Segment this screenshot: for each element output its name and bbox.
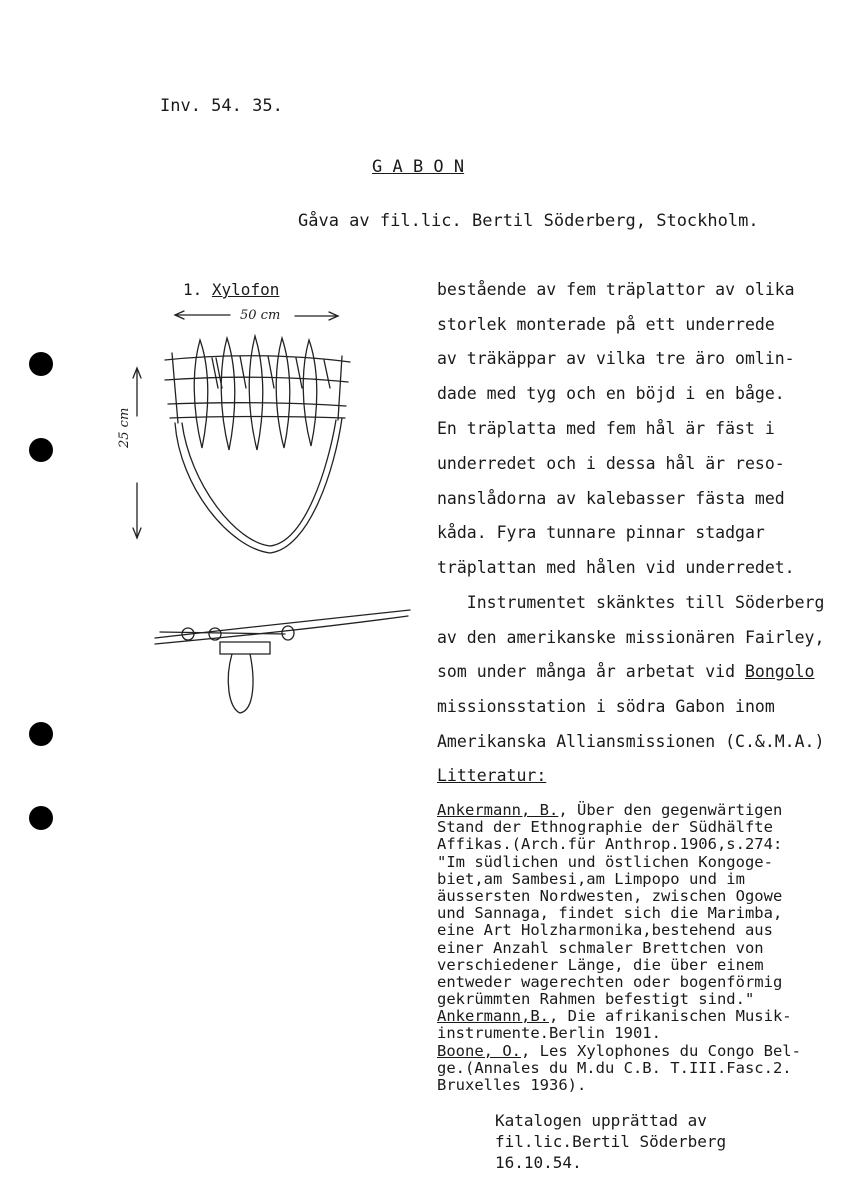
literature-text: , Über den gegenwärtigen Stand der Ethnographie der Südhälfte Affikas.(Arch.für Anthrop.1906,s.274: "Im südlichen und östlichen Kongoge- biet,am Sambesi,am Limpopo und im äussersten Nordwesten, zwischen Ogowe und Sannaga, findet sich die Marimba, eine Art Holzharmonika,bestehend aus einer Anzahl schmaler Brettchen von verschiedener Länge, die über einem entweder wagerechten oder bogenförmig gekrümmten Rahmen befestigt sind." bbox=[437, 801, 783, 1009]
literature-entry bbox=[437, 1043, 801, 1095]
description-line: underredet och i dessa hål är reso- bbox=[437, 454, 785, 473]
history-line bbox=[437, 662, 815, 681]
height-label: 25 cm bbox=[117, 407, 132, 448]
history-line: av den amerikanske missionären Fairley, bbox=[437, 628, 825, 647]
donor-line: Gåva av fil.lic. Bertil Söderberg, Stockholm. bbox=[298, 211, 759, 231]
description-line: bestående av fem träplattor av olika bbox=[437, 280, 795, 299]
item-number: 1. bbox=[183, 280, 203, 299]
xylophone-sketch bbox=[117, 298, 420, 728]
literature-text: , Les Xylophones du Congo Bel- ge.(Annales du M.du C.B. T.III.Fasc.2. Bruxelles 1936). bbox=[437, 1042, 801, 1095]
history-line: Instrumentet skänktes till Söderberg bbox=[437, 593, 825, 612]
description-line: En träplatta med fem hål är fäst i bbox=[437, 419, 775, 438]
width-label: 50 cm bbox=[240, 308, 281, 323]
history-text: som under många år arbetat vid bbox=[437, 662, 745, 681]
inventory-number: Inv. 54. 35. bbox=[160, 96, 283, 116]
history-line: Amerikanska Alliansmissionen (C.&.M.A.) bbox=[437, 732, 825, 751]
description-line: dade med tyg och en böjd i en båge. bbox=[437, 384, 785, 403]
item-label bbox=[183, 280, 279, 299]
literature-entry bbox=[437, 1008, 792, 1042]
description-line: av träkäppar av vilka tre äro omlin- bbox=[437, 349, 795, 368]
literature-author: Ankermann,B. bbox=[437, 1007, 549, 1025]
description-line: träplattan med hålen vid underredet. bbox=[437, 558, 795, 577]
punch-hole bbox=[29, 352, 53, 376]
literature-author: Boone, O. bbox=[437, 1042, 521, 1060]
place-name: Bongolo bbox=[744, 662, 815, 681]
punch-hole bbox=[29, 806, 53, 830]
literature-entry bbox=[437, 802, 782, 1008]
literature-text: , Die afrikanischen Musik- instrumente.Berlin 1901. bbox=[437, 1007, 792, 1043]
punch-hole bbox=[29, 438, 53, 462]
region-title: G A B O N bbox=[372, 157, 465, 177]
description-line: kåda. Fyra tunnare pinnar stadgar bbox=[437, 523, 765, 542]
literature-heading: Litteratur: bbox=[437, 766, 547, 785]
literature-author: Ankermann, B. bbox=[437, 801, 559, 819]
item-name: Xylofon bbox=[211, 280, 280, 299]
description-line: storlek monterade på ett underrede bbox=[437, 315, 775, 334]
description-line: nanslådorna av kalebasser fästa med bbox=[437, 489, 785, 508]
punch-hole bbox=[29, 722, 53, 746]
history-line: missionsstation i södra Gabon inom bbox=[437, 697, 775, 716]
catalogue-note: Katalogen upprättad av fil.lic.Bertil Söderberg 16.10.54. bbox=[495, 1111, 727, 1172]
